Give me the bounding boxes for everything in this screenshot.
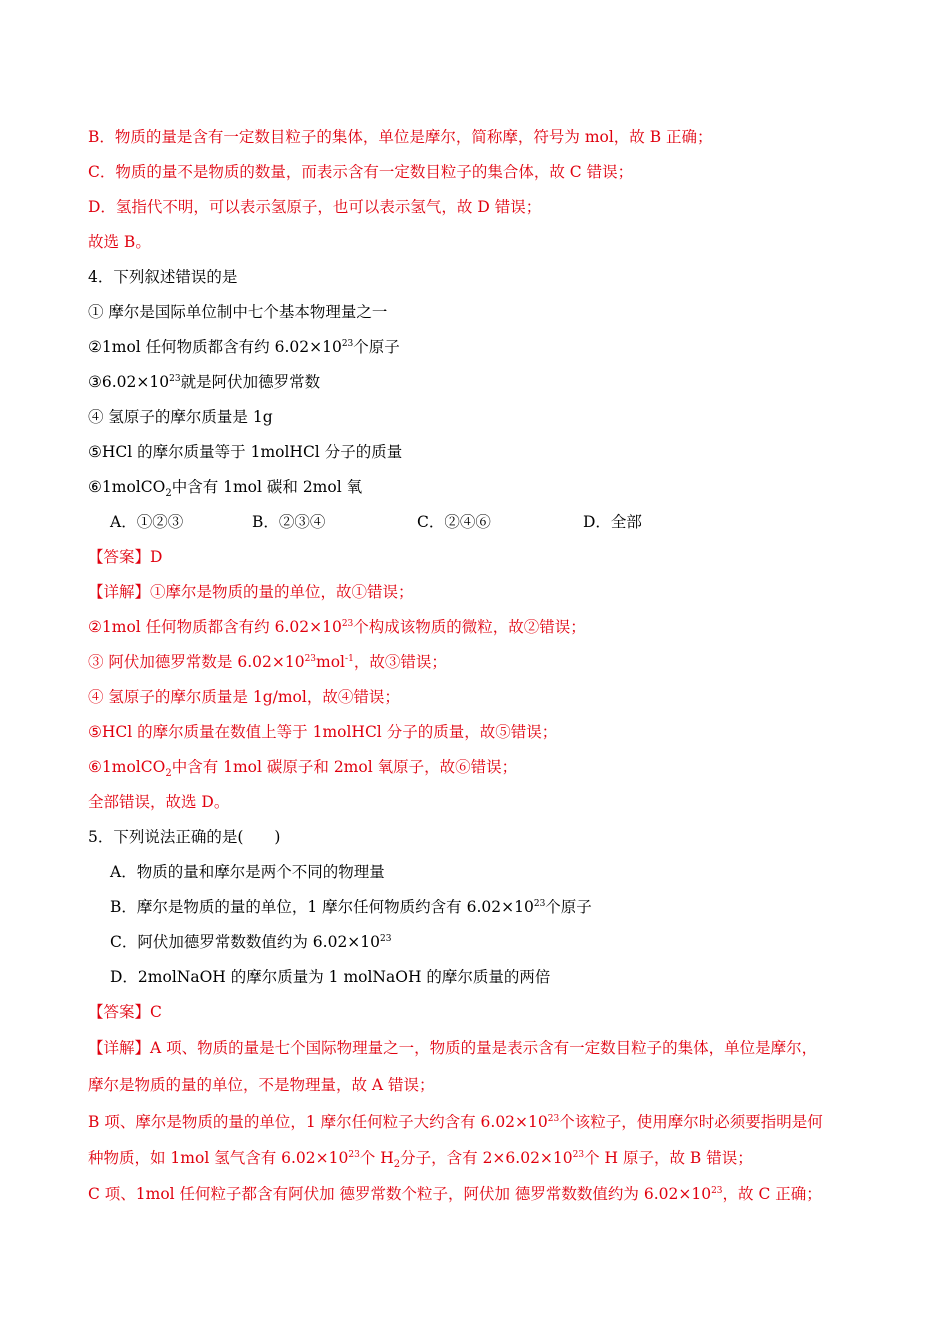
text: ③6.02×10 (88, 373, 170, 391)
text: ① 摩尔是国际单位制中七个基本物理量之一 (88, 303, 388, 321)
text: ⑤HCl 的摩尔质量在数值上等于 1molHCl 分子的质量，故⑤错误； (88, 723, 558, 741)
text: ③ 阿伏加德罗常数是 6.02×10 (88, 653, 305, 671)
text: ，故 C 正确； (722, 1185, 822, 1203)
text: 分子，含有 2×6.02×10 (400, 1149, 573, 1167)
text: 个该粒子，使用摩尔时必须要指明是何 (559, 1113, 823, 1131)
text: ②1mol 任何物质都含有约 6.02×10 (88, 618, 342, 636)
q4-statement-4 (88, 407, 273, 427)
q3-explanation-d (88, 197, 541, 217)
text: 5．下列说法正确的是( ) (88, 828, 281, 846)
detail-tag: 【详解】 (88, 583, 151, 601)
text: B．摩尔是物质的量的单位，1 摩尔任何物质约含有 6.02×10 (110, 898, 534, 916)
superscript: 23 (711, 1185, 723, 1196)
q4-option-b: B．②③④ (252, 513, 326, 531)
text: ④ 氢原子的摩尔质量是 1g/mol，故④错误； (88, 688, 400, 706)
text: 4．下列叙述错误的是 (88, 268, 238, 286)
q4-statement-2 (88, 337, 400, 357)
q4-detail-4 (88, 687, 400, 707)
q5-option-d (110, 967, 550, 987)
q4-option-d: D．全部 (583, 513, 642, 531)
text: C 项、1mol 任何粒子都含有阿伏加 德罗常数个粒子，阿伏加 德罗常数数值约为 6.02×10 (88, 1185, 712, 1203)
q5-option-a (110, 862, 385, 882)
text: 全部错误，故选 D。 (88, 793, 230, 811)
text: 个构成该物质的微粒，故②错误； (353, 618, 586, 636)
text: 种物质，如 1mol 氢气含有 6.02×10 (88, 1149, 349, 1167)
q4-detail-7 (88, 792, 229, 812)
text: ⑥1molCO (88, 478, 166, 496)
q5-detail-3 (88, 1112, 823, 1132)
q5-answer (88, 1002, 162, 1022)
q4-stem (88, 267, 237, 287)
text: C．物质的量不是物质的数量，而表示含有一定数目粒子的集合体，故 C 错误； (88, 163, 634, 181)
superscript: -1 (345, 653, 354, 664)
superscript: 23 (348, 1149, 360, 1160)
q5-option-c (110, 932, 391, 952)
q4-detail-3 (88, 652, 447, 672)
q5-detail-1 (88, 1038, 817, 1058)
text: ⑤HCl 的摩尔质量等于 1molHCl 分子的质量 (88, 443, 403, 461)
superscript: 23 (341, 338, 354, 349)
text: A．物质的量和摩尔是两个不同的物理量 (110, 863, 385, 881)
text: 个原子 (353, 338, 400, 356)
detail-tag: 【详解】 (88, 1039, 151, 1057)
text: 故选 B。 (88, 233, 151, 251)
text: ⑥1molCO (88, 758, 166, 776)
text: mol (316, 653, 346, 671)
text: D．2molNaOH 的摩尔质量为 1 molNaOH 的摩尔质量的两倍 (110, 968, 551, 986)
text: ①摩尔是物质的量的单位，故①错误； (150, 583, 414, 601)
superscript: 23 (169, 373, 181, 384)
text: 个 H 原子，故 B 错误； (584, 1149, 753, 1167)
text: A 项、物质的量是七个国际物理量之一，物质的量是表示含有一定数目粒子的集体，单位是摩尔， (150, 1039, 818, 1057)
text: ④ 氢原子的摩尔质量是 1g (88, 408, 273, 426)
q4-detail-1 (88, 582, 414, 602)
text: C．阿伏加德罗常数数值约为 6.02×10 (110, 933, 381, 951)
superscript: 23 (533, 898, 546, 909)
subscript: 2 (165, 768, 172, 780)
q5-stem (88, 827, 280, 847)
text: ，故③错误； (353, 653, 447, 671)
text: 中含有 1mol 碳原子和 2mol 氧原子，故⑥错误； (171, 758, 518, 776)
text: D．氢指代不明，可以表示氢原子，也可以表示氢气，故 D 错误； (88, 198, 542, 216)
text: 中含有 1mol 碳和 2mol 氧 (171, 478, 363, 496)
q4-statement-5 (88, 442, 402, 462)
text: B．物质的量是含有一定数目粒子的集体，单位是摩尔，简称摩，符号为 mol，故 B 正确； (88, 128, 713, 146)
q3-explanation-c (88, 162, 633, 182)
q3-conclusion (88, 232, 151, 252)
text: 【答案】C (88, 1003, 162, 1021)
superscript: 23 (304, 653, 317, 664)
superscript: 23 (547, 1113, 560, 1124)
q4-option-c: C．②④⑥ (417, 513, 491, 531)
q3-explanation-b (88, 127, 713, 147)
q4-statement-1 (88, 302, 387, 322)
text: 个原子 (545, 898, 592, 916)
superscript: 23 (380, 933, 392, 944)
q4-answer (88, 547, 162, 567)
text: 【答案】D (88, 548, 163, 566)
superscript: 23 (341, 618, 354, 629)
text: 就是阿伏加德罗常数 (180, 373, 321, 391)
text: 个 H (359, 1149, 394, 1167)
q5-detail-2 (88, 1075, 435, 1095)
q4-detail-2 (88, 617, 586, 637)
subscript: 2 (165, 488, 172, 500)
q4-detail-6 (88, 757, 518, 780)
subscript: 2 (393, 1159, 401, 1171)
superscript: 23 (572, 1149, 585, 1160)
q5-detail-5 (88, 1184, 822, 1204)
text: 摩尔是物质的量的单位，不是物理量，故 A 错误； (88, 1076, 435, 1094)
q5-detail-4 (88, 1148, 753, 1171)
text: B 项、摩尔是物质的量的单位，1 摩尔任何粒子大约含有 6.02×10 (88, 1113, 548, 1131)
q4-statement-6 (88, 477, 363, 500)
q5-option-b (110, 897, 592, 917)
q4-option-a: A．①②③ (110, 513, 184, 531)
q4-detail-5 (88, 722, 557, 742)
text: ②1mol 任何物质都含有约 6.02×10 (88, 338, 342, 356)
q4-statement-3 (88, 372, 320, 392)
